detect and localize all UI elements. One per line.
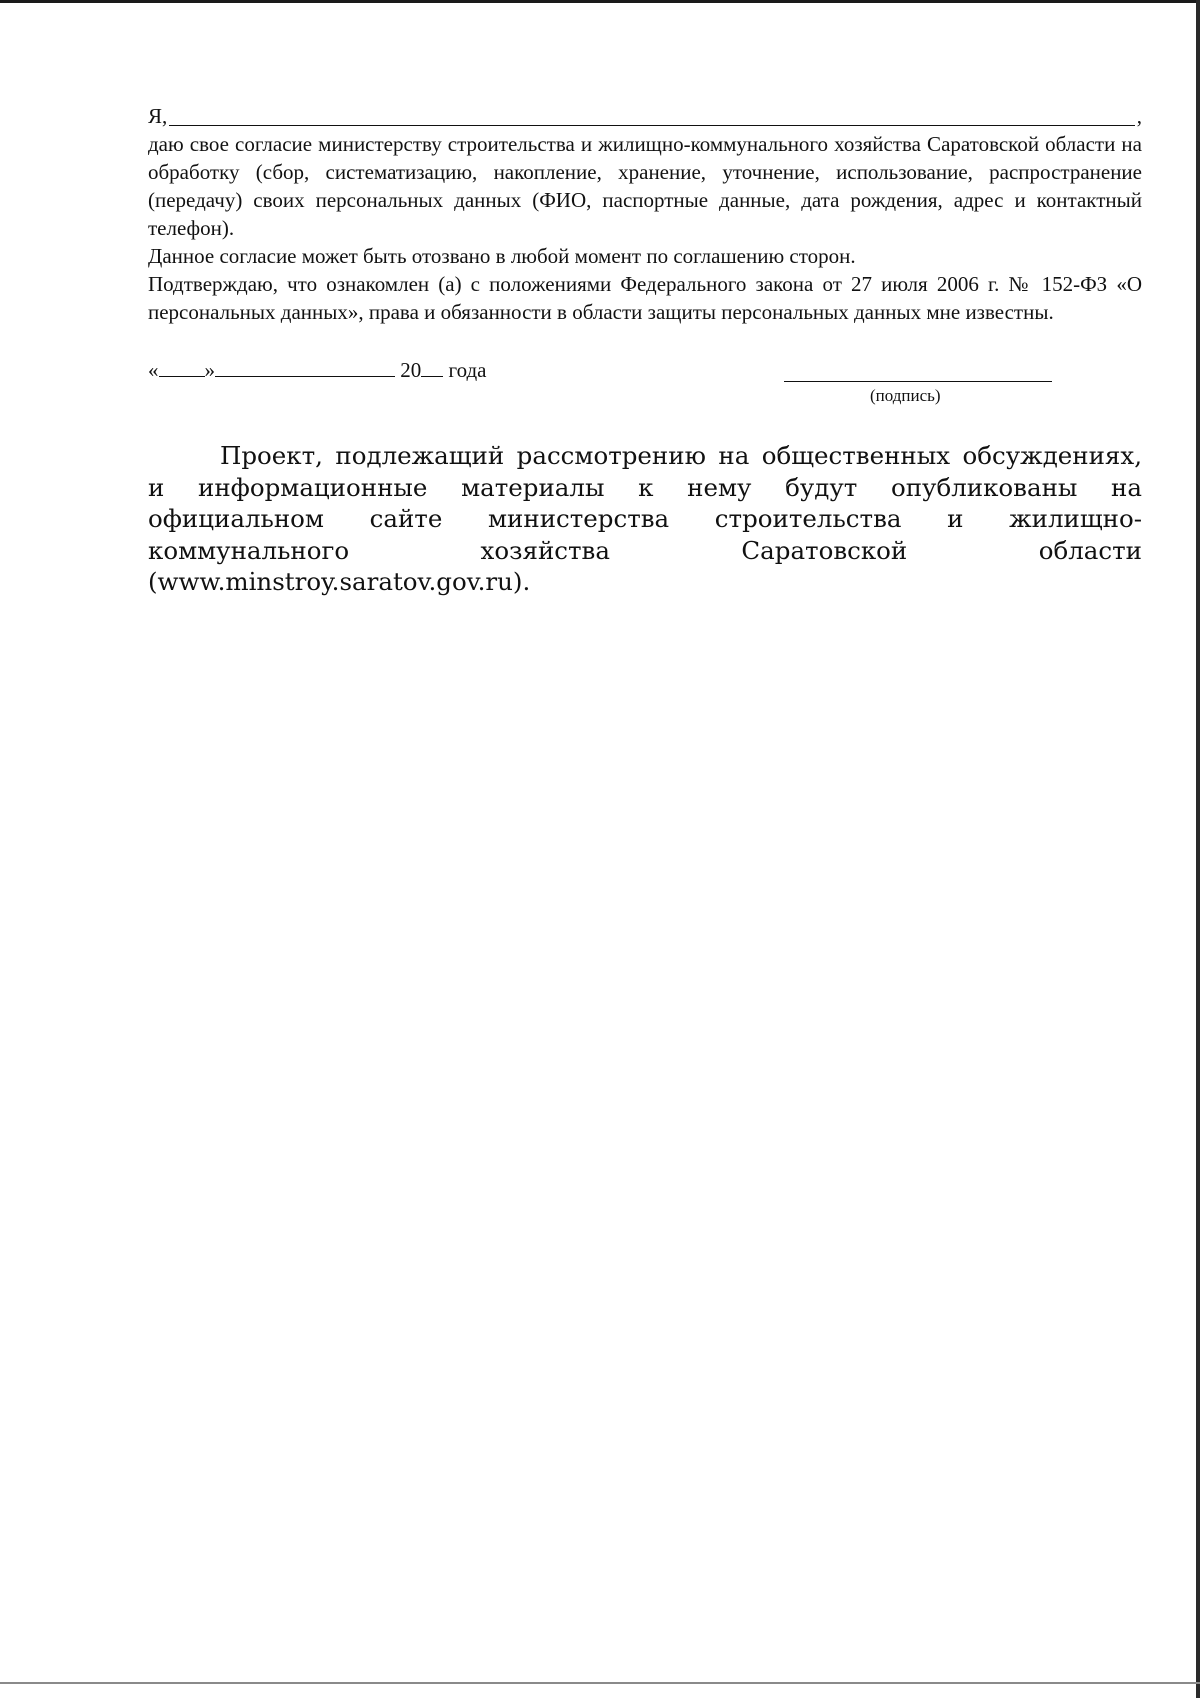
signature-caption: (подпись) [870,386,941,405]
day-blank-field[interactable] [159,356,205,377]
withdrawal-paragraph: Данное согласие может быть отозвано в любой момент по соглашению сторон. [148,244,856,268]
consent-paragraph: даю свое согласие министерству строительства и жилищно-коммунального хозяйства Саратовской области на обработку (сбор, систематизацию, накопление, хранение, уточнение, использование, распространение (передачу) своих персональных данных (ФИО, паспортные данные, дата рождения, адрес и контактный телефон). [148,132,1142,240]
scan-edge-right [1196,0,1200,1698]
month-blank-field[interactable] [215,356,395,377]
name-line [148,102,1142,130]
project-notice: Проект, подлежащий рассмотрению на общественных обсуждениях, и информационные материалы к нему будут опубликованы на официальном сайте министерства строительства и жилищно-коммунального хозяйства Саратовской области (www.minstroy.saratov.gov.ru). [148,441,1142,596]
year-prefix: 20 [400,358,422,382]
date-open-quote: « [148,358,159,382]
date-field [148,356,1142,384]
name-suffix: , [1136,104,1142,128]
name-blank-field[interactable] [169,103,1134,126]
signature-line[interactable] [784,381,1052,382]
year-blank-field[interactable] [421,356,443,377]
date-close-quote: » [204,358,215,382]
consent-block [148,102,1142,326]
scan-edge-top [0,0,1200,3]
acknowledgement-paragraph: Подтверждаю, что ознакомлен (а) с положениями Федерального закона от 27 июля 2006 г. № 152-ФЗ «О персональных данных», права и обязанности в области защиты персональных данных мне известны. [148,272,1142,324]
name-prefix: Я, [148,104,168,128]
year-suffix: года [448,358,487,382]
scan-edge-bottom [0,1682,1200,1684]
